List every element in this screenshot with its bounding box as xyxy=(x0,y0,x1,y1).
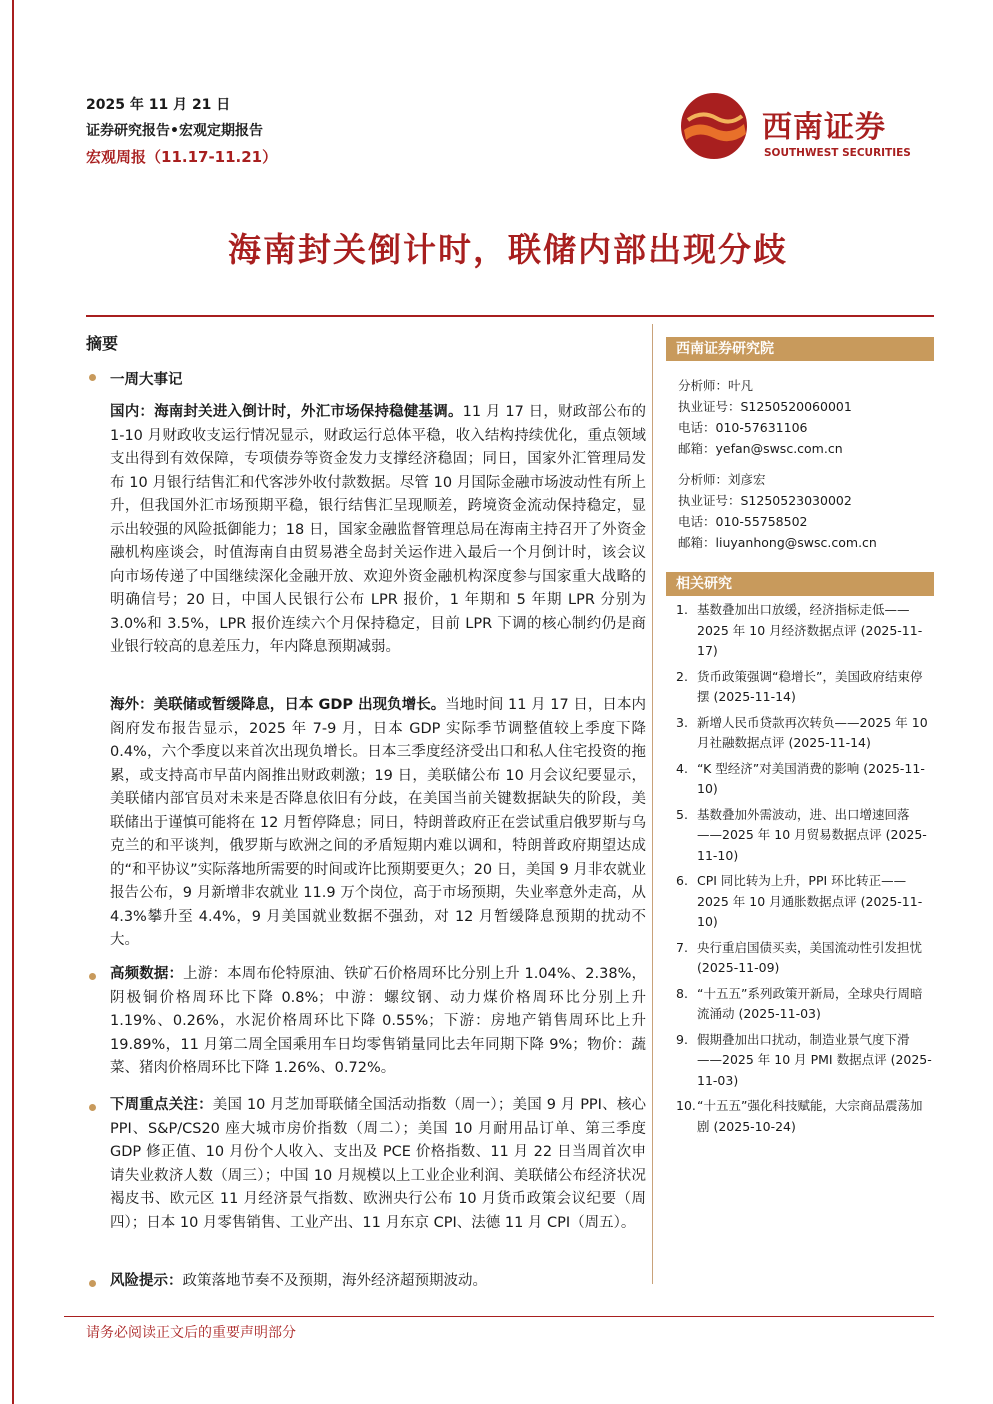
logo-emblem-icon xyxy=(678,90,750,162)
related-item-number: 6. xyxy=(676,873,688,888)
high-frequency-paragraph xyxy=(110,963,646,1081)
analyst-license: 执业证号：S1250523030002 xyxy=(678,493,852,508)
related-item-number: 2. xyxy=(676,668,688,684)
next-week-lead: 下周重点关注： xyxy=(110,1097,213,1113)
related-item-number: 1. xyxy=(676,602,688,617)
logo-name-cn: 西南证券 xyxy=(762,110,886,145)
risk-paragraph xyxy=(110,1270,646,1294)
related-item-text: “K 型经济”对美国消费的影响 (2025-11-10) xyxy=(697,760,925,796)
related-item-number: 5. xyxy=(676,806,688,822)
overseas-lead: 海外：美联储或暂缓降息，日本 GDP 出现负增长。 xyxy=(110,697,446,713)
bullet-icon xyxy=(89,1280,96,1287)
analyst-license: 执业证号：S1250520060001 xyxy=(678,399,852,414)
analyst-phone: 电话：010-57631106 xyxy=(678,420,808,435)
bullet-icon xyxy=(89,1104,96,1111)
institute-label: 西南证券研究院 xyxy=(666,337,934,361)
footer-divider xyxy=(64,1316,934,1317)
domestic-body: 11 月 17 日，财政部公布的 1-10 月财政收支运行情况显示，财政运行总体平稳，收入结构持续优化，重点领域支出得到有效保障，专项债券等资金发力支撑经济稳固；同日，国家外汇管理局发布 10 月银行结售汇和代客涉外收付款数据。尽管 10 月国际金融市场波动性有所上升，但我国外汇市场预期平稳，银行结售汇呈现顺差，跨境资金流动保持稳定，显示出较强的风险抵御能力；18 日，国家金融监督管理总局在海南主持召开了外资金融机构座谈会，时值海南自由贸易港全岛封关运作进入最后一个月倒计时，该会议向市场传递了中国继续深化金融开放、欢迎外资金融机构深度参与国家重大战略的明确信号；20 日，中国人民银行公布 LPR 报价，1 年期和 5 年期 LPR 分别为 3.0%和 3.5%，LPR 报价连续六个月保持稳定，目前 LPR 下调的核心制约仍是商业银行较高的息差压力，年内降息预期减弱。 xyxy=(110,404,646,655)
analyst-email[interactable]: 邮箱：yefan@swsc.com.cn xyxy=(678,441,843,456)
related-item-number: 4. xyxy=(676,760,688,776)
overseas-body: 当地时间 11 月 17 日，日本内阁府发布报告显示，2025 年 7-9 月，日本 GDP 实际季节调整值较上季度下降 0.4%，六个季度以来首次出现负增长。日本三季度经济受出口和私人住宅投资的拖累，或支持高市早苗内阁推出财政刺激；19 日，美联储公布 10 月会议纪要显示，美联储内部官员对未来是否降息依旧有分歧，在美国当前关键数据缺失的阶段，美联储出于谨慎可能将在 12 月暂停降息；同日，特朗普政府正在尝试重启俄罗斯与乌克兰的和平谈判，俄罗斯与欧洲之间的矛盾短期内难以调和，特朗普政府期望达成的“和平协议”实际落地所需要的时间或许比预期要更久；20 日，美国 9 月非农就业报告公布，9 月新增非农就业 11.9 万个岗位，高于市场预期，失业率意外走高，从 4.3%攀升至 4.4%，9 月美国就业数据不强劲，对 12 月暂缓降息预期的扰动不大。 xyxy=(110,697,646,948)
related-item-text: 新增人民币贷款再次转负——2025 年 10 月社融数据点评 (2025-11-14) xyxy=(697,714,928,750)
company-logo xyxy=(678,90,928,162)
report-meta xyxy=(86,92,277,170)
related-item-text: CPI 同比转为上升，PPI 环比转正——2025 年 10 月通胀数据点评 (2025-11-10) xyxy=(697,873,923,929)
bullet-icon xyxy=(89,374,96,381)
analyst-email[interactable]: 邮箱：liuyanhong@swsc.com.cn xyxy=(678,535,877,550)
column-divider xyxy=(652,324,653,1284)
week-events-heading: 一周大事记 xyxy=(110,372,183,388)
related-item-number: 3. xyxy=(676,714,688,730)
related-research-list xyxy=(676,600,932,1142)
related-research-label: 相关研究 xyxy=(666,572,934,596)
analyst-block xyxy=(678,469,877,553)
domestic-lead: 国内：海南封关进入倒计时，外汇市场保持稳健基调。 xyxy=(110,404,463,420)
related-item-text: 货币政策强调“稳增长”，美国政府结束停摆 (2025-11-14) xyxy=(697,668,923,704)
related-item[interactable] xyxy=(676,1030,932,1092)
related-item[interactable] xyxy=(676,984,932,1025)
risk-lead: 风险提示： xyxy=(110,1273,183,1289)
next-week-paragraph xyxy=(110,1094,646,1235)
related-item-text: “十五五”强化科技赋能，大宗商品震荡加剧 (2025-10-24) xyxy=(697,1098,923,1134)
risk-body: 政策落地节奏不及预期，海外经济超预期波动。 xyxy=(182,1273,487,1289)
footer-disclaimer: 请务必阅读正文后的重要声明部分 xyxy=(86,1325,296,1341)
report-series: 宏观周报（11.17-11.21） xyxy=(86,148,278,166)
related-item[interactable] xyxy=(676,600,932,662)
left-border-rule xyxy=(12,0,14,1404)
abstract-heading: 摘要 xyxy=(86,334,119,353)
related-item[interactable] xyxy=(676,713,932,754)
related-item-number: 10. xyxy=(676,1098,696,1113)
related-item-number: 7. xyxy=(676,939,688,955)
related-item[interactable] xyxy=(676,871,932,933)
related-item[interactable] xyxy=(676,1096,932,1137)
report-title: 海南封关倒计时，联储内部出现分歧 xyxy=(228,230,788,269)
related-item[interactable] xyxy=(676,805,932,867)
related-item-number: 8. xyxy=(676,985,688,1001)
next-week-body: 美国 10 月芝加哥联储全国活动指数（周一）；美国 9 月 PPI、核心 PPI、S&P/CS20 座大城市房价指数（周二）；美国 10 月耐用品订单、第三季度 GDP 修正值、10 月份个人收入、支出及 PCE 价格指数、11 月 22 日当周首次申请失业救济人数（周三）；中国 10 月规模以上工业企业利润、美联储公布经济状况褐皮书、欧元区 11 月经济景气指数、欧洲央行公布 10 月货币政策会议纪要（周四）；日本 10 月零售销售、工业产出、11 月东京 CPI、法德 11 月 CPI（周五）。 xyxy=(110,1097,647,1231)
domestic-paragraph xyxy=(110,401,646,660)
analyst-name: 分析师：刘彦宏 xyxy=(678,472,766,487)
title-divider xyxy=(86,315,934,317)
high-frequency-body: 上游：本周布伦特原油、铁矿石价格周环比分别上升 1.04%、2.38%，阴极铜价格周环比下降 0.8%；中游：螺纹钢、动力煤价格周环比分别上升 1.19%、0.26%，水泥价格周环比下降 0.55%；下游：房地产销售周环比上升 19.89%，11 月第二周全国乘用车日均零售销量同比去年同期下降 9%；物价：蔬菜、猪肉价格周环比下降 1.26%、0.72%。 xyxy=(110,966,647,1076)
report-type: 证券研究报告•宏观定期报告 xyxy=(86,123,263,139)
overseas-paragraph xyxy=(110,694,646,953)
bullet-icon xyxy=(89,973,96,980)
related-item-text: 假期叠加出口扰动，制造业景气度下滑——2025 年 10 月 PMI 数据点评 (2025-11-03) xyxy=(697,1031,932,1088)
related-item-text: 基数叠加外需波动，进、出口增速回落——2025 年 10 月贸易数据点评 (2025-11-10) xyxy=(697,806,927,863)
related-item-text: 基数叠加出口放缓，经济指标走低——2025 年 10 月经济数据点评 (2025-11-17) xyxy=(697,602,923,658)
analyst-phone: 电话：010-55758502 xyxy=(678,514,808,529)
logo-name-en: SOUTHWEST SECURITIES xyxy=(764,147,911,159)
high-frequency-lead: 高频数据： xyxy=(110,966,184,982)
report-date: 2025 年 11 月 21 日 xyxy=(86,97,231,113)
related-item[interactable] xyxy=(676,759,932,800)
related-item-text: 央行重启国债买卖，美国流动性引发担忧 (2025-11-09) xyxy=(697,939,923,975)
analyst-block xyxy=(678,375,852,459)
related-item-number: 9. xyxy=(676,1031,688,1047)
related-item[interactable] xyxy=(676,938,932,979)
related-item-text: “十五五”系列政策开新局，全球央行周暗流涌动 (2025-11-03) xyxy=(697,985,923,1021)
analyst-name: 分析师：叶凡 xyxy=(678,378,754,393)
related-item[interactable] xyxy=(676,667,932,708)
